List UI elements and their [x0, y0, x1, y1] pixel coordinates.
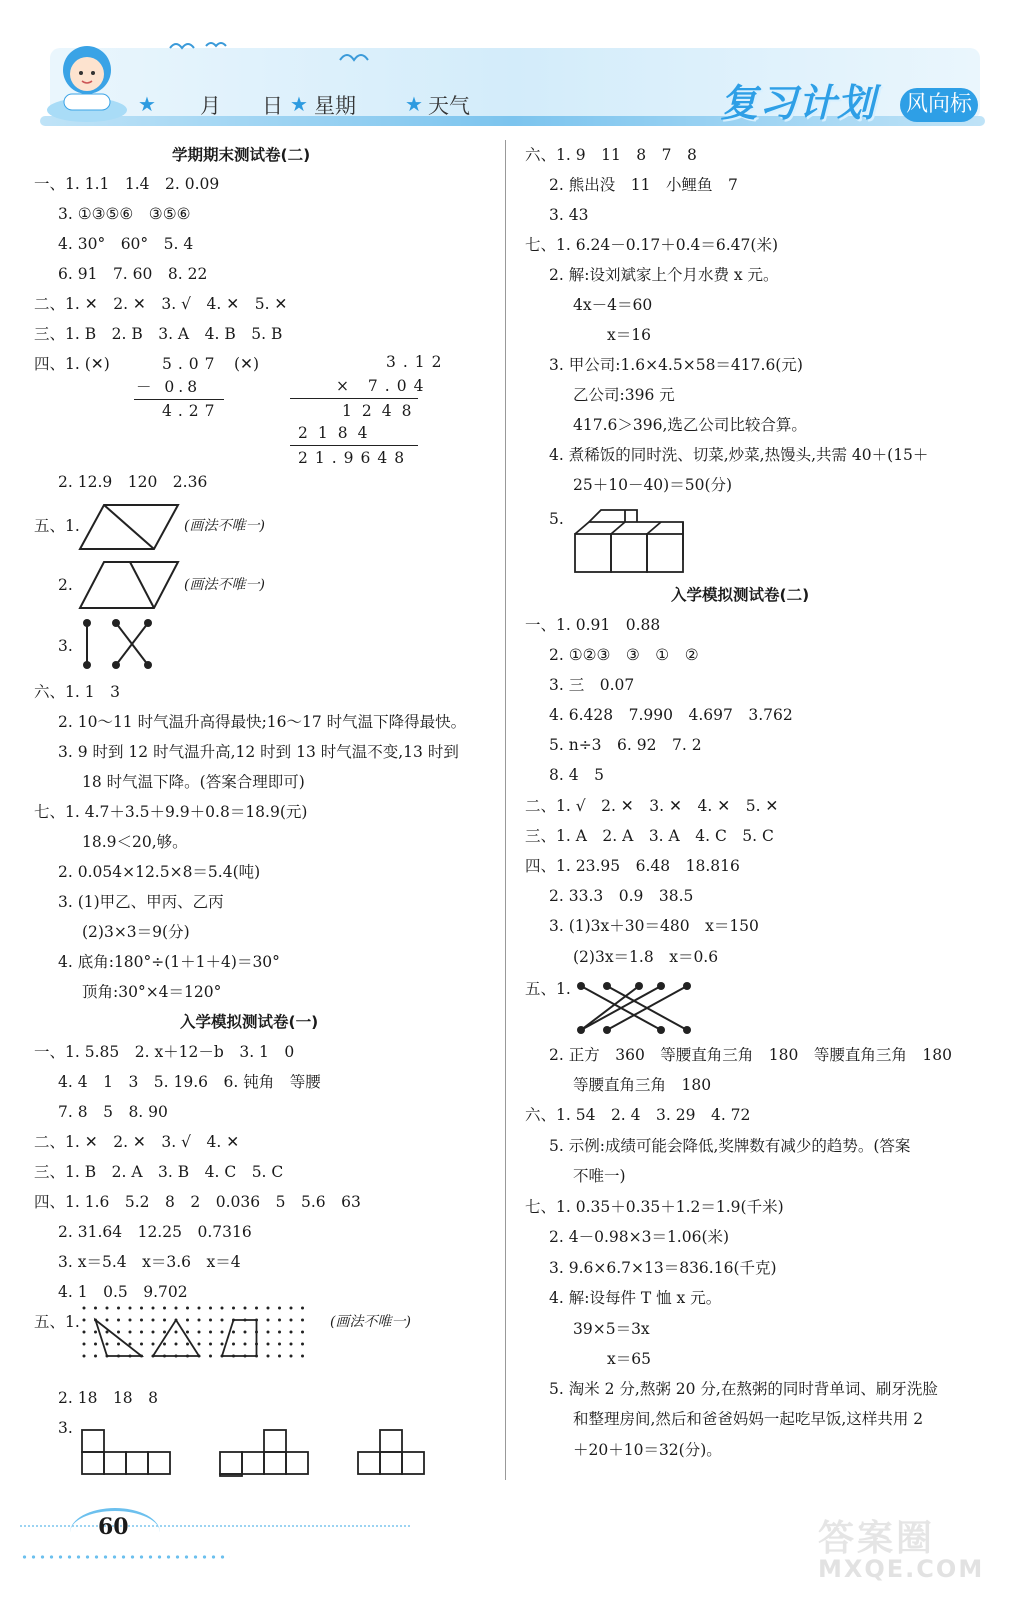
grid-dot: [267, 1355, 270, 1358]
answer-line: 4. 解:设每件 T 恤 x 元。: [549, 1289, 722, 1307]
grid-dot: [186, 1319, 189, 1322]
answer-line: 不唯一): [573, 1167, 626, 1185]
grid-dot: [140, 1319, 143, 1322]
triangle-shape: [96, 1320, 142, 1356]
dot-grid-figure: [80, 1304, 314, 1360]
answer-line: 四、1. (✕): [34, 355, 110, 373]
answer-line: 3. 甲公司:1.6×4.5×58＝417.6(元): [549, 356, 803, 374]
grid-dot: [267, 1307, 270, 1310]
grid-dot: [278, 1307, 281, 1310]
grid-dot: [83, 1319, 86, 1322]
grid-dot: [117, 1343, 120, 1346]
grid-dot: [163, 1307, 166, 1310]
grid-dot: [209, 1355, 212, 1358]
answer-line: 417.6＞396,选乙公司比较合算。: [573, 416, 807, 434]
grid-dot: [290, 1343, 293, 1346]
grid-dot: [198, 1331, 201, 1334]
grid-dot: [278, 1319, 281, 1322]
answer-line: x＝65: [607, 1350, 651, 1368]
answer-line: 2. 10～11 时气温升高得最快;16～17 时气温下降得最快。: [58, 713, 467, 731]
answer-line: ＋20＋10＝32(分)。: [573, 1441, 722, 1459]
answer-line: (2)3x＝1.8 x＝0.6: [573, 948, 719, 966]
answer-line: 39×5＝3x: [573, 1320, 650, 1338]
answer-line: 三、1. B 2. B 3. A 4. B 5. B: [34, 325, 283, 343]
vertical-calc-number: 5.07: [162, 355, 221, 373]
grid-dot: [198, 1343, 201, 1346]
grid-dot: [209, 1307, 212, 1310]
answer-line: 五、1.: [34, 517, 80, 535]
watermark-url: MXQE.COM: [818, 1555, 985, 1583]
vertical-calc-number: 21.9648: [298, 449, 412, 467]
answer-line: (✕): [234, 355, 260, 373]
grid-dot: [198, 1319, 201, 1322]
answer-line: 和整理房间,然后和爸爸妈妈一起吃早饭,这样共用 2: [573, 1410, 924, 1428]
answer-line: 五、1.: [525, 980, 571, 998]
answer-line: 5. 淘米 2 分,熬粥 20 分,在熬粥的同时背单词、刷牙洗脸: [549, 1380, 938, 1398]
answer-line: 4. 煮稀饭的同时洗、切菜,炒菜,热馒头,共需 40＋(15＋: [549, 446, 929, 464]
answer-line: 七、1. 0.35＋0.35＋1.2＝1.9(千米): [525, 1198, 784, 1216]
grid-dot: [163, 1343, 166, 1346]
grid-dot: [290, 1355, 293, 1358]
grid-dot: [278, 1331, 281, 1334]
answer-line: 一、1. 1.1 1.4 2. 0.09: [34, 175, 220, 193]
grid-dot: [244, 1343, 247, 1346]
grid-dot: [301, 1331, 304, 1334]
answer-line: 二、1. ✕ 2. ✕ 3. √ 4. ✕: [34, 1133, 240, 1151]
answer-line: 4. 1 0.5 9.702: [58, 1283, 188, 1301]
answer-line: x＝16: [607, 326, 651, 344]
answer-line: 四、1. 23.95 6.48 18.816: [525, 857, 740, 875]
answer-line: 3. ①③⑤⑥ ③⑤⑥: [58, 205, 191, 223]
answer-line: 8. 4 5: [549, 766, 604, 784]
grid-dot: [267, 1319, 270, 1322]
grid-dot: [83, 1355, 86, 1358]
grid-dot: [267, 1343, 270, 1346]
answer-line: 3. (1)甲乙、甲丙、乙丙: [58, 893, 224, 911]
answer-line: 二、1. √ 2. ✕ 3. ✕ 4. ✕ 5. ✕: [525, 797, 779, 815]
answer-line: 18.9＜20,够。: [82, 833, 188, 851]
grid-dot: [232, 1343, 235, 1346]
answer-line: 等腰直角三角 180: [573, 1076, 712, 1094]
answer-line: 2. 正方 360 等腰直角三角 180 等腰直角三角 180: [549, 1046, 952, 1064]
answer-line: 三、1. A 2. A 3. A 4. C 5. C: [525, 827, 774, 845]
page-number: 60: [98, 1514, 129, 1540]
drawing-note: (画法不唯一): [184, 518, 265, 534]
grid-dot: [186, 1343, 189, 1346]
grid-dot: [301, 1319, 304, 1322]
vertical-calc-number: 1248: [342, 402, 422, 420]
grid-dot: [152, 1343, 155, 1346]
answer-line: 4x－4＝60: [573, 296, 653, 314]
weather-label: 天气: [428, 94, 470, 118]
brand-subtitle: 风向标: [900, 88, 978, 122]
parallelogram-figure: [80, 503, 180, 551]
grid-dot: [209, 1319, 212, 1322]
answer-line: (2)3×3＝9(分): [82, 923, 190, 941]
vertical-calc-number: 2184: [298, 424, 378, 442]
grid-dot: [186, 1307, 189, 1310]
trapezoid-shape: [222, 1320, 257, 1356]
star-icon: ★: [290, 92, 308, 116]
grid-dot: [290, 1307, 293, 1310]
dot-connection-figure: [82, 618, 162, 670]
page-header: [30, 20, 985, 130]
answer-line: 2. 0.054×12.5×8＝5.4(吨): [58, 863, 261, 881]
grid-dot: [290, 1331, 293, 1334]
answer-line: 七、1. 6.24－0.17＋0.4＝6.47(米): [525, 236, 778, 254]
grid-dot: [94, 1355, 97, 1358]
answer-line: 3.: [58, 1419, 73, 1437]
answer-line: 2. ①②③ ③ ① ②: [549, 646, 699, 664]
grid-dot: [267, 1331, 270, 1334]
answer-line: 4. 4 1 3 5. 19.6 6. 钝角 等腰: [58, 1073, 321, 1091]
grid-dot: [117, 1307, 120, 1310]
calc-rule: [290, 398, 418, 399]
answer-line: 2. 18 18 8: [58, 1389, 159, 1407]
grid-dot: [129, 1319, 132, 1322]
vertical-calc-number: 3.12: [386, 353, 449, 371]
brand-title: 复习计划: [720, 81, 877, 125]
grid-dot: [117, 1319, 120, 1322]
answer-line: 2. 33.3 0.9 38.5: [549, 887, 694, 905]
section-title: 入学模拟测试卷(一): [180, 1013, 319, 1031]
answer-line: 3. 9 时到 12 时气温升高,12 时到 13 时气温不变,13 时到: [58, 743, 459, 761]
grid-dot: [175, 1343, 178, 1346]
grid-dot: [198, 1307, 201, 1310]
answer-line: 2. 熊出没 11 小鲤鱼 7: [549, 176, 738, 194]
answer-line: 3. 三 0.07: [549, 676, 635, 694]
answer-line: 顶角:30°×4＝120°: [82, 983, 222, 1001]
grid-dot: [209, 1343, 212, 1346]
grid-dot: [152, 1319, 155, 1322]
grid-dot: [175, 1331, 178, 1334]
grid-dot: [244, 1331, 247, 1334]
answer-line: 二、1. ✕ 2. ✕ 3. √ 4. ✕ 5. ✕: [34, 295, 288, 313]
grid-dot: [117, 1331, 120, 1334]
dot-connection-figure: [575, 980, 695, 1036]
grid-dot: [129, 1331, 132, 1334]
grid-dot: [175, 1307, 178, 1310]
answer-line: 2. 12.9 120 2.36: [58, 473, 208, 491]
block-view-figure: [80, 1428, 480, 1478]
answer-line: 5. 示例:成绩可能会降低,奖牌数有减少的趋势。(答案: [549, 1137, 911, 1155]
column-divider: [505, 140, 506, 1480]
grid-dot: [140, 1343, 143, 1346]
grid-dot: [106, 1343, 109, 1346]
answer-line: 乙公司:396 元: [573, 386, 675, 404]
grid-dot: [221, 1319, 224, 1322]
answer-line: 六、1. 1 3: [34, 683, 120, 701]
answer-line: 5. n÷3 6. 92 7. 2: [549, 736, 702, 754]
grid-dot: [278, 1355, 281, 1358]
grid-dot: [152, 1307, 155, 1310]
grid-dot: [83, 1307, 86, 1310]
grid-dot: [152, 1331, 155, 1334]
vertical-calc-number: 4.27: [162, 402, 221, 420]
answer-line: 一、1. 5.85 2. x＋12－b 3. 1 0: [34, 1043, 295, 1061]
answer-line: 4. 底角:180°÷(1＋1＋4)＝30°: [58, 953, 280, 971]
grid-dot: [278, 1343, 281, 1346]
grid-dot: [94, 1307, 97, 1310]
answer-line: 六、1. 54 2. 4 3. 29 4. 72: [525, 1106, 751, 1124]
grid-dot: [106, 1319, 109, 1322]
grid-dot: [301, 1355, 304, 1358]
grid-dot: [163, 1319, 166, 1322]
answer-line: 七、1. 4.7＋3.5＋9.9＋0.8＝18.9(元): [34, 803, 308, 821]
day-label: 日: [262, 94, 283, 118]
star-icon: ★: [138, 92, 156, 116]
answer-line: 3.: [58, 637, 73, 655]
grid-dot: [244, 1307, 247, 1310]
star-icon: ★: [405, 92, 423, 116]
bird-icon: [340, 50, 370, 66]
grid-dot: [106, 1307, 109, 1310]
grid-dot: [301, 1343, 304, 1346]
grid-dot: [221, 1307, 224, 1310]
answer-line: 六、1. 9 11 8 7 8: [525, 146, 697, 164]
answer-line: 4. 6.428 7.990 4.697 3.762: [549, 706, 793, 724]
drawing-note: (画法不唯一): [184, 577, 265, 593]
answer-line: 一、1. 0.91 0.88: [525, 616, 661, 634]
weekday-label: 星期: [314, 94, 356, 118]
answer-line: 3. (1)3x＋30＝480 x＝150: [549, 917, 759, 935]
answer-line: 25＋10－40)＝50(分): [573, 476, 733, 494]
cube-solid-figure: [573, 508, 693, 578]
answer-line: 2. 31.64 12.25 0.7316: [58, 1223, 252, 1241]
answer-line: 5.: [549, 510, 564, 528]
grid-dot: [301, 1307, 304, 1310]
grid-dot: [290, 1319, 293, 1322]
answer-line: 3. 9.6×6.7×13＝836.16(千克): [549, 1259, 777, 1277]
answer-line: 3. 43: [549, 206, 589, 224]
vertical-calc-number: × 7.04: [336, 377, 431, 395]
answer-line: 4. 30° 60° 5. 4: [58, 235, 194, 253]
page-footer: [0, 1500, 1012, 1600]
grid-dot: [140, 1331, 143, 1334]
answer-line: 2. 4－0.98×3＝1.06(米): [549, 1228, 730, 1246]
grid-dot: [163, 1331, 166, 1334]
grid-dot: [221, 1331, 224, 1334]
grid-dot: [232, 1331, 235, 1334]
grid-dot: [83, 1343, 86, 1346]
month-label: 月: [200, 94, 221, 118]
answer-line: 6. 91 7. 60 8. 22: [58, 265, 208, 283]
grid-dot: [186, 1331, 189, 1334]
cartoon-girl-icon: [42, 30, 132, 125]
grid-dot: [255, 1307, 258, 1310]
section-title: 学期期末测试卷(二): [172, 146, 311, 164]
answer-line: 18 时气温下降。(答案合理即可): [82, 773, 305, 791]
calc-rule: [290, 445, 418, 446]
grid-dot: [209, 1331, 212, 1334]
watermark-logo: 答案圈: [818, 1518, 936, 1559]
grid-dot: [232, 1307, 235, 1310]
answer-line: 三、1. B 2. A 3. B 4. C 5. C: [34, 1163, 284, 1181]
grid-dot: [94, 1331, 97, 1334]
grid-dot: [94, 1343, 97, 1346]
parallelogram-figure: [80, 560, 180, 610]
answer-line: 3. x＝5.4 x＝3.6 x＝4: [58, 1253, 241, 1271]
section-title: 入学模拟测试卷(二): [671, 586, 810, 604]
grid-dot: [140, 1307, 143, 1310]
drawing-note: (画法不唯一): [330, 1314, 411, 1330]
answer-line: 2. 解:设刘斌家上个月水费 x 元。: [549, 266, 779, 284]
answer-line: 四、1. 1.6 5.2 8 2 0.036 5 5.6 63: [34, 1193, 361, 1211]
grid-dot: [129, 1307, 132, 1310]
footer-dots: [20, 1555, 230, 1559]
grid-dot: [83, 1331, 86, 1334]
bird-icon: [170, 38, 230, 58]
answer-line: 五、1.: [34, 1313, 80, 1331]
vertical-calc-number: － 0.8: [136, 378, 202, 396]
grid-dot: [221, 1343, 224, 1346]
isosceles-triangle-shape: [153, 1320, 199, 1356]
answer-line: 2.: [58, 576, 73, 594]
answer-line: 7. 8 5 8. 90: [58, 1103, 168, 1121]
